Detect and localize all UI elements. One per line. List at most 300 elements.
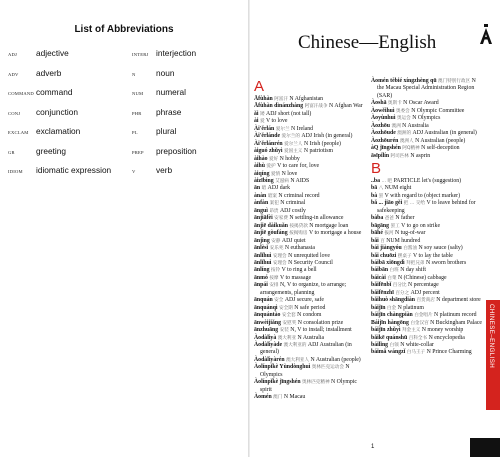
entry-chinese: 爱好 bbox=[268, 156, 279, 162]
dictionary-entry bbox=[371, 245, 483, 252]
entry-definition: N Irish (people) bbox=[303, 140, 341, 147]
entry-headword: ānlíng bbox=[254, 267, 270, 274]
entry-headword: Àowěihuì bbox=[371, 107, 395, 114]
entry-chinese: 百货商店 bbox=[416, 298, 435, 304]
entry-definition: N asprin bbox=[410, 152, 431, 159]
entry-headword: àizībìng bbox=[254, 177, 274, 184]
entry-chinese: … 吧 bbox=[381, 178, 393, 184]
entry-definition: N condom bbox=[297, 312, 322, 319]
entry-chinese: 罢工 bbox=[390, 223, 400, 229]
dictionary-entry bbox=[371, 320, 483, 327]
dictionary-entry bbox=[371, 138, 483, 145]
abbreviations-title: List of Abbreviations bbox=[74, 24, 174, 35]
entry-definition: V to massage bbox=[279, 274, 312, 281]
entry-chinese: 罢 bbox=[378, 193, 384, 199]
entry-definition: N, V to organize, to arrange; arrangements, planning bbox=[260, 282, 347, 296]
entry-definition: N platinum bbox=[397, 304, 424, 311]
entry-definition: ADJ secure, safe bbox=[284, 297, 324, 304]
abbreviation-row bbox=[132, 107, 197, 127]
entry-chinese: 按铃 bbox=[270, 268, 281, 274]
entry-definition: ADJ Australian (in general) bbox=[412, 130, 477, 137]
entry-definition: N tug-of-war bbox=[395, 230, 426, 237]
abbreviation-meaning: preposition bbox=[156, 145, 197, 156]
entry-definition: V with regard to (object marker) bbox=[384, 192, 461, 199]
dictionary-entry bbox=[371, 230, 483, 237]
abbreviation-code: N bbox=[132, 71, 136, 77]
entry-chinese: 奥林匹克精神 bbox=[302, 380, 330, 386]
abbreviation-code: PREP bbox=[132, 149, 144, 155]
entry-chinese: 安静 bbox=[271, 238, 281, 244]
abbreviation-code: GR bbox=[8, 149, 15, 155]
dictionary-entry bbox=[371, 297, 483, 304]
entry-headword: āsīpǐlín bbox=[371, 152, 390, 159]
abbreviation-code: CONJ bbox=[8, 110, 21, 116]
entry-headword: báilǐng bbox=[371, 341, 389, 348]
chinese-english-side-tab bbox=[486, 300, 500, 410]
entry-headword: ..ba bbox=[371, 177, 381, 184]
dictionary-column-left bbox=[254, 78, 364, 402]
abbreviation-row bbox=[132, 126, 197, 146]
entry-headword: ānlǐhuì bbox=[254, 252, 272, 259]
entry-chinese: 澳洲人 bbox=[399, 138, 414, 144]
dictionary-entry bbox=[254, 379, 364, 394]
entry-headword: Āfùhàn dìnánzhàng bbox=[254, 103, 304, 110]
entry-chinese: 澳洲的 bbox=[397, 131, 412, 137]
dictionary-entry bbox=[254, 394, 364, 401]
entry-definition: N safe period bbox=[294, 304, 326, 311]
entry-definition: N percentage bbox=[408, 282, 439, 289]
entry-definition: N Olympics bbox=[260, 364, 350, 378]
entry-chinese: 安排 bbox=[269, 283, 279, 289]
entry-headword: bǎifēnbǐ bbox=[371, 282, 392, 289]
entry-headword: báijīn chàngpiàn bbox=[371, 312, 413, 319]
entry-definition: ADJ dark bbox=[267, 185, 291, 192]
entry-definition: N Buckingham Palace bbox=[430, 319, 482, 326]
dictionary-entry bbox=[254, 118, 364, 125]
entry-headword: àiqíng bbox=[254, 170, 270, 177]
entry-chinese: 百科全书 bbox=[408, 335, 428, 341]
abbreviations-page bbox=[0, 0, 248, 457]
entry-headword: bǎifēnzhī bbox=[371, 289, 394, 296]
entry-definition: N mortgage loan bbox=[309, 222, 349, 229]
entry-chinese: 昂贵 bbox=[269, 208, 279, 214]
dictionary-entry bbox=[371, 215, 483, 222]
entry-headword: ànfàn bbox=[254, 200, 269, 207]
dictionary-entry bbox=[254, 327, 364, 334]
abbreviation-code: PL bbox=[132, 130, 138, 135]
dictionary-entry bbox=[371, 130, 483, 137]
entry-definition: N self-deception bbox=[421, 145, 460, 152]
entry-definition: N sworn brothers bbox=[425, 259, 467, 266]
entry-chinese: 安装 bbox=[279, 328, 289, 334]
dictionary-entry bbox=[371, 327, 483, 334]
entry-headword: ānjiē gòufáng bbox=[254, 230, 288, 237]
dictionary-entry bbox=[254, 230, 364, 237]
dictionary-entry bbox=[254, 253, 364, 260]
entry-headword: Àodàlìyàrén bbox=[254, 356, 285, 363]
dictionary-entry bbox=[254, 245, 364, 252]
entry-definition: N consolation prize bbox=[297, 319, 344, 326]
entry-definition: ADJ quiet bbox=[281, 237, 306, 244]
entry-definition: N hobby bbox=[279, 155, 300, 162]
dictionary-entry bbox=[254, 364, 364, 379]
abbreviation-row bbox=[132, 146, 197, 166]
entry-definition: N Macau bbox=[283, 394, 306, 401]
entry-chinese: 案犯 bbox=[269, 201, 279, 207]
entry-chinese: 按摩 bbox=[269, 275, 279, 281]
entry-headword: ānguì bbox=[254, 207, 268, 214]
section-title: Chinese—English bbox=[298, 32, 437, 53]
entry-headword: bǎ ... jiāo gěi bbox=[371, 200, 403, 207]
abbreviation-code: NUM bbox=[132, 91, 144, 96]
entry-definition: V to ring a bell bbox=[281, 267, 317, 274]
entry-headword: báijīn zhǔyì bbox=[371, 327, 401, 334]
entry-chinese: 安理会 bbox=[272, 260, 287, 266]
entry-headword: àQ jīngshén bbox=[371, 145, 401, 152]
abbreviation-row bbox=[8, 126, 111, 146]
entry-chinese: 白菜 bbox=[387, 275, 397, 281]
dictionary-entry bbox=[371, 223, 483, 230]
entry-chinese: 奥斯卡 bbox=[387, 101, 402, 107]
entry-definition: N department store bbox=[436, 297, 481, 304]
entry-definition: N money worship bbox=[421, 327, 464, 334]
entry-definition: N Australia bbox=[297, 334, 325, 341]
abbreviation-meaning: conjunction bbox=[36, 106, 78, 117]
entry-headword: Àolínpǐkè jīngshén bbox=[254, 379, 301, 386]
entry-chinese: 安家费 bbox=[274, 216, 288, 222]
dictionary-entry bbox=[254, 282, 364, 297]
entry-chinese: 阿司匹林 bbox=[390, 153, 409, 159]
entry-chinese: 白金汉宫 bbox=[410, 320, 429, 326]
entry-chinese: 安全期 bbox=[278, 305, 293, 311]
entry-headword: bái jiàngyóu bbox=[371, 245, 402, 252]
entry-chinese: 安理会 bbox=[272, 253, 287, 259]
entry-definition: ADJ percent bbox=[410, 289, 440, 296]
abbreviation-row bbox=[8, 48, 111, 68]
entry-headword: Àozhōu bbox=[371, 122, 391, 129]
entry-chinese: 白酱油 bbox=[403, 246, 418, 252]
abbreviation-code: COMMAND bbox=[8, 91, 34, 96]
entry-definition: N Oscar Award bbox=[403, 100, 439, 107]
entry-definition: N Australia bbox=[402, 122, 429, 129]
entry-headword: Àozhōurén bbox=[371, 137, 399, 144]
entry-headword: àihù bbox=[254, 163, 265, 170]
entry-definition: V to mortgage a house bbox=[308, 230, 362, 237]
abbreviation-meaning: command bbox=[36, 87, 73, 97]
entry-headword: Àomén bbox=[254, 394, 272, 401]
abbreviation-row bbox=[132, 165, 197, 185]
abbreviation-meaning: interjection bbox=[156, 48, 197, 58]
entry-headword: bà bbox=[371, 192, 378, 199]
abbreviation-row bbox=[8, 107, 111, 127]
entry-chinese: 按揭购房 bbox=[289, 231, 308, 237]
entry-definition: N platinum record bbox=[434, 312, 477, 319]
entry-definition: ADJ Irish (in general) bbox=[301, 133, 353, 140]
entry-headword: ānmó bbox=[254, 274, 268, 281]
entry-chinese: 艾滋病 bbox=[275, 178, 289, 184]
dictionary-column-right bbox=[371, 78, 483, 357]
entry-headword: Ài'ěrlánde bbox=[254, 133, 281, 140]
entry-chinese: 爱尔兰的 bbox=[281, 134, 300, 140]
entry-chinese: 阿富汗 bbox=[274, 97, 288, 102]
dictionary-entry bbox=[371, 115, 483, 122]
entries-a-part-2 bbox=[371, 78, 483, 160]
abbreviation-meaning: numeral bbox=[156, 87, 186, 97]
abbreviation-row bbox=[8, 146, 111, 166]
entry-definition: N Ireland bbox=[291, 125, 314, 132]
entry-headword: bǎihuò shāngdiàn bbox=[371, 297, 415, 304]
dictionary-entry bbox=[371, 153, 483, 160]
entry-definition: NUM eight bbox=[384, 185, 412, 192]
page-edge-strip bbox=[470, 438, 500, 457]
entry-chinese: 安全套 bbox=[281, 313, 296, 319]
dictionary-entry bbox=[254, 312, 364, 319]
abbreviation-meaning: adjective bbox=[36, 48, 69, 58]
dictionary-entry bbox=[371, 200, 483, 215]
entry-definition: N, V to install; installment bbox=[290, 327, 352, 334]
entry-definition: N father bbox=[395, 215, 415, 222]
abbreviation-row bbox=[8, 87, 111, 107]
dictionary-entry bbox=[371, 267, 483, 274]
entry-definition: N criminal bbox=[280, 200, 306, 207]
entry-headword: báibān bbox=[371, 267, 389, 274]
entry-definition: ADJ short (not tall) bbox=[266, 110, 312, 117]
entry-headword: bàba bbox=[371, 215, 384, 222]
entry-headword: ài bbox=[254, 118, 259, 125]
abbreviation-meaning: adverb bbox=[36, 67, 62, 78]
dictionary-entry bbox=[371, 335, 483, 342]
entry-definition: N love bbox=[281, 170, 298, 177]
entry-chinese: 按揭贷款 bbox=[289, 223, 308, 229]
entry-headword: báicài bbox=[371, 274, 386, 281]
entry-chinese: 拜把兄弟 bbox=[406, 260, 425, 266]
entry-chinese: 拜金主义 bbox=[401, 328, 421, 334]
entry-definition: N euthanasia bbox=[284, 245, 315, 252]
section-letter-a: A bbox=[254, 78, 265, 95]
entry-chinese: 白马王子 bbox=[406, 350, 426, 356]
abbreviation-meaning: verb bbox=[156, 165, 173, 175]
entry-definition: N Olympics bbox=[412, 115, 441, 122]
entry-chinese: 爱情 bbox=[270, 171, 281, 177]
dictionary-entry bbox=[254, 193, 364, 200]
dictionary-entry bbox=[371, 145, 483, 152]
entry-headword: àiguó zhǔyì bbox=[254, 148, 283, 155]
entry-chinese: 安全 bbox=[274, 298, 284, 304]
abbreviation-meaning: phrase bbox=[156, 106, 182, 117]
abbreviations-column-1 bbox=[8, 48, 111, 185]
entry-headword: ānpái bbox=[254, 282, 268, 289]
entry-chinese: 澳大利亚的 bbox=[283, 342, 307, 348]
entry-definition: ADJ costly bbox=[279, 207, 306, 214]
entry-definition: N Afghan War bbox=[329, 103, 363, 110]
entry-definition: N encyclopedia bbox=[428, 334, 465, 341]
entry-definition: ADJ Australian (in general) bbox=[260, 341, 352, 356]
abbreviation-row bbox=[8, 68, 111, 88]
dictionary-entry bbox=[254, 103, 364, 110]
dictionary-entry bbox=[254, 156, 364, 163]
entry-chinese: 矮 bbox=[259, 111, 265, 117]
entry-headword: bǎikē quánshū bbox=[371, 334, 408, 341]
entry-chinese: 暗 bbox=[261, 186, 267, 192]
dictionary-entry bbox=[371, 282, 483, 289]
entry-headword: ānjìng bbox=[254, 237, 270, 244]
entry-chinese: 暗案 bbox=[267, 193, 277, 199]
abbreviation-meaning: noun bbox=[156, 67, 175, 78]
abbreviation-row bbox=[8, 165, 111, 185]
dictionary-entry bbox=[371, 238, 483, 245]
dictionary-entry bbox=[254, 238, 364, 245]
dictionary-entry bbox=[254, 200, 364, 207]
entry-chinese: 奥委会 bbox=[395, 108, 410, 114]
entry-chinese: 安慰奖 bbox=[282, 320, 297, 326]
entry-definition: N the Macau Special Administration Region (SAR) bbox=[377, 78, 476, 99]
entry-headword: ānquán bbox=[254, 297, 273, 304]
entry-headword: bāgāng bbox=[371, 222, 390, 229]
dictionary-entry bbox=[254, 148, 364, 155]
abbreviation-meaning: greeting bbox=[36, 145, 66, 156]
entry-definition: PARTICLE let's (suggestion) bbox=[393, 177, 462, 184]
dictionary-entry bbox=[254, 215, 364, 222]
entry-chinese: 爱尔兰人 bbox=[284, 141, 303, 147]
entries-a-part-1 bbox=[254, 96, 364, 402]
entry-definition: N unrequited love bbox=[288, 252, 330, 259]
entry-definition: V to love bbox=[266, 118, 288, 125]
entry-chinese: 爱护 bbox=[266, 164, 276, 170]
entry-headword: báibā xiōngdì bbox=[371, 259, 405, 266]
entry-definition: V to go on strike bbox=[401, 222, 441, 229]
entry-chinese: 爱尔兰 bbox=[275, 126, 290, 132]
entry-headword: ǎi bbox=[254, 110, 259, 117]
abbreviation-code: ADJ bbox=[8, 52, 18, 57]
entry-definition: N AIDS bbox=[290, 177, 310, 184]
entry-definition: N Australian (people) bbox=[415, 137, 466, 144]
entry-headword: ānquántào bbox=[254, 312, 281, 319]
entry-chinese: 爱国主义 bbox=[283, 149, 303, 155]
entry-headword: àihào bbox=[254, 155, 268, 162]
entry-definition: N Olympic spirit bbox=[260, 379, 357, 393]
dictionary-entry bbox=[254, 267, 364, 274]
entry-headword: ānquánqì bbox=[254, 304, 278, 311]
entry-chinese: 爱 bbox=[259, 119, 265, 125]
entry-chinese: 澳门 bbox=[273, 395, 283, 401]
side-tab-label: CHINESE–ENGLISH bbox=[488, 304, 495, 369]
entry-chinese: 白金唱片 bbox=[414, 313, 433, 319]
abbreviation-row bbox=[132, 68, 197, 88]
dictionary-entry bbox=[254, 342, 364, 357]
entry-chinese: 拔河 bbox=[384, 231, 394, 237]
entry-chinese: 奥林匹克运动会 bbox=[311, 365, 344, 371]
entry-headword: Báijīn hàngōng bbox=[371, 319, 409, 326]
entry-chinese: 澳大利亚人 bbox=[286, 357, 310, 363]
abbreviations-column-2 bbox=[132, 48, 197, 185]
entry-chinese: 白领 bbox=[389, 342, 399, 348]
entry-chinese: 爸爸 bbox=[384, 216, 394, 222]
page-number: 1 bbox=[371, 444, 375, 450]
entry-chinese: 百分之 bbox=[395, 290, 410, 296]
dictionary-entry bbox=[254, 185, 364, 192]
entry-headword: báijīn bbox=[371, 304, 386, 311]
dictionary-entry bbox=[371, 100, 483, 107]
entry-headword: bāhé bbox=[371, 230, 383, 237]
dictionary-entry bbox=[371, 178, 483, 185]
entry-headword: Àomén tèbié xíngzhèng qū bbox=[371, 78, 437, 84]
abbreviation-code: V bbox=[132, 169, 136, 174]
dictionary-entry bbox=[371, 185, 483, 192]
entry-headword: ānlǐhuì bbox=[254, 259, 272, 266]
entry-headword: Àodàlìyà bbox=[254, 334, 277, 341]
abbreviation-row bbox=[132, 48, 197, 68]
abbreviation-row bbox=[132, 87, 197, 107]
entry-definition: V to care for, love bbox=[277, 163, 320, 170]
entry-definition: V to leave behind for safekeeping bbox=[377, 200, 476, 214]
entry-definition: N Afghanistan bbox=[289, 96, 324, 102]
entry-chinese: 澳门特别行政区 bbox=[438, 79, 471, 84]
entry-headword: Āfùhàn bbox=[254, 96, 273, 102]
entry-headword: báimǎ wángzǐ bbox=[371, 349, 406, 356]
entry-chinese: 八 bbox=[378, 186, 384, 192]
entry-definition: N Australian (people) bbox=[310, 356, 361, 363]
dictionary-entry bbox=[254, 163, 364, 170]
section-letter-b: B bbox=[371, 159, 382, 177]
dictionary-entry bbox=[371, 312, 483, 319]
entry-definition: N Security Council bbox=[288, 259, 333, 266]
entry-headword: Àoyùnhuì bbox=[371, 115, 396, 122]
entry-definition: N white-collar bbox=[400, 341, 434, 348]
entry-headword: Àoshā bbox=[371, 100, 387, 107]
entry-definition: V to lay the table bbox=[413, 252, 453, 259]
entry-headword: bǎi bbox=[371, 237, 379, 244]
entry-headword: Ài'ěrlán bbox=[254, 125, 275, 132]
abbreviation-code: INTERJ bbox=[132, 52, 149, 57]
section-letter-a-icon bbox=[478, 24, 494, 46]
entry-definition: N Olympic Committee bbox=[411, 107, 465, 114]
abbreviation-code: EXCLAM bbox=[8, 130, 29, 135]
dictionary-entry bbox=[254, 335, 364, 342]
entry-chinese: 摆桌子 bbox=[397, 253, 412, 259]
entry-chinese: 白班 bbox=[389, 268, 399, 274]
entry-headword: bǎi chuōzi bbox=[371, 252, 397, 259]
entry-headword: ānjiē dàikuǎn bbox=[254, 222, 288, 229]
abbreviation-meaning: idiomatic expression bbox=[36, 165, 112, 175]
entry-chinese: 百分比 bbox=[392, 283, 407, 289]
entry-headword: ānjiāfèi bbox=[254, 215, 273, 222]
abbreviation-code: ADV bbox=[8, 71, 19, 77]
entry-chinese: 把 … 交给 bbox=[403, 201, 425, 207]
abbreviation-code: IDIOM bbox=[8, 169, 23, 174]
dictionary-entry bbox=[371, 253, 483, 260]
dictionary-page bbox=[250, 0, 500, 457]
entry-headword: bā bbox=[371, 185, 378, 192]
entry-chinese: 白金 bbox=[386, 305, 397, 311]
entry-definition: N settling-in allowance bbox=[289, 215, 344, 222]
entry-definition: N Prince Charming bbox=[426, 349, 472, 356]
entry-headword: ànàn bbox=[254, 192, 267, 199]
entry-definition: NUM hundred bbox=[386, 237, 421, 244]
entry-chinese: 安乐死 bbox=[269, 246, 284, 252]
entry-definition: N patriotism bbox=[303, 148, 333, 155]
entries-b bbox=[371, 178, 483, 357]
entry-definition: N soy sauce (salty) bbox=[418, 245, 463, 252]
entry-chinese: 阿Q精神 bbox=[402, 146, 420, 152]
entry-headword: Àolínpǐkè Yùndònghuì bbox=[254, 364, 311, 371]
entry-headword: ān bbox=[254, 185, 261, 192]
dictionary-entry bbox=[371, 78, 483, 100]
entry-headword: ānzhuāng bbox=[254, 327, 279, 334]
entry-chinese: 百 bbox=[380, 238, 385, 244]
entry-headword: ānlèsǐ bbox=[254, 245, 269, 252]
entry-chinese: 阿富汗战争 bbox=[304, 104, 328, 110]
entry-definition: N (Chinese) cabbage bbox=[397, 274, 447, 281]
